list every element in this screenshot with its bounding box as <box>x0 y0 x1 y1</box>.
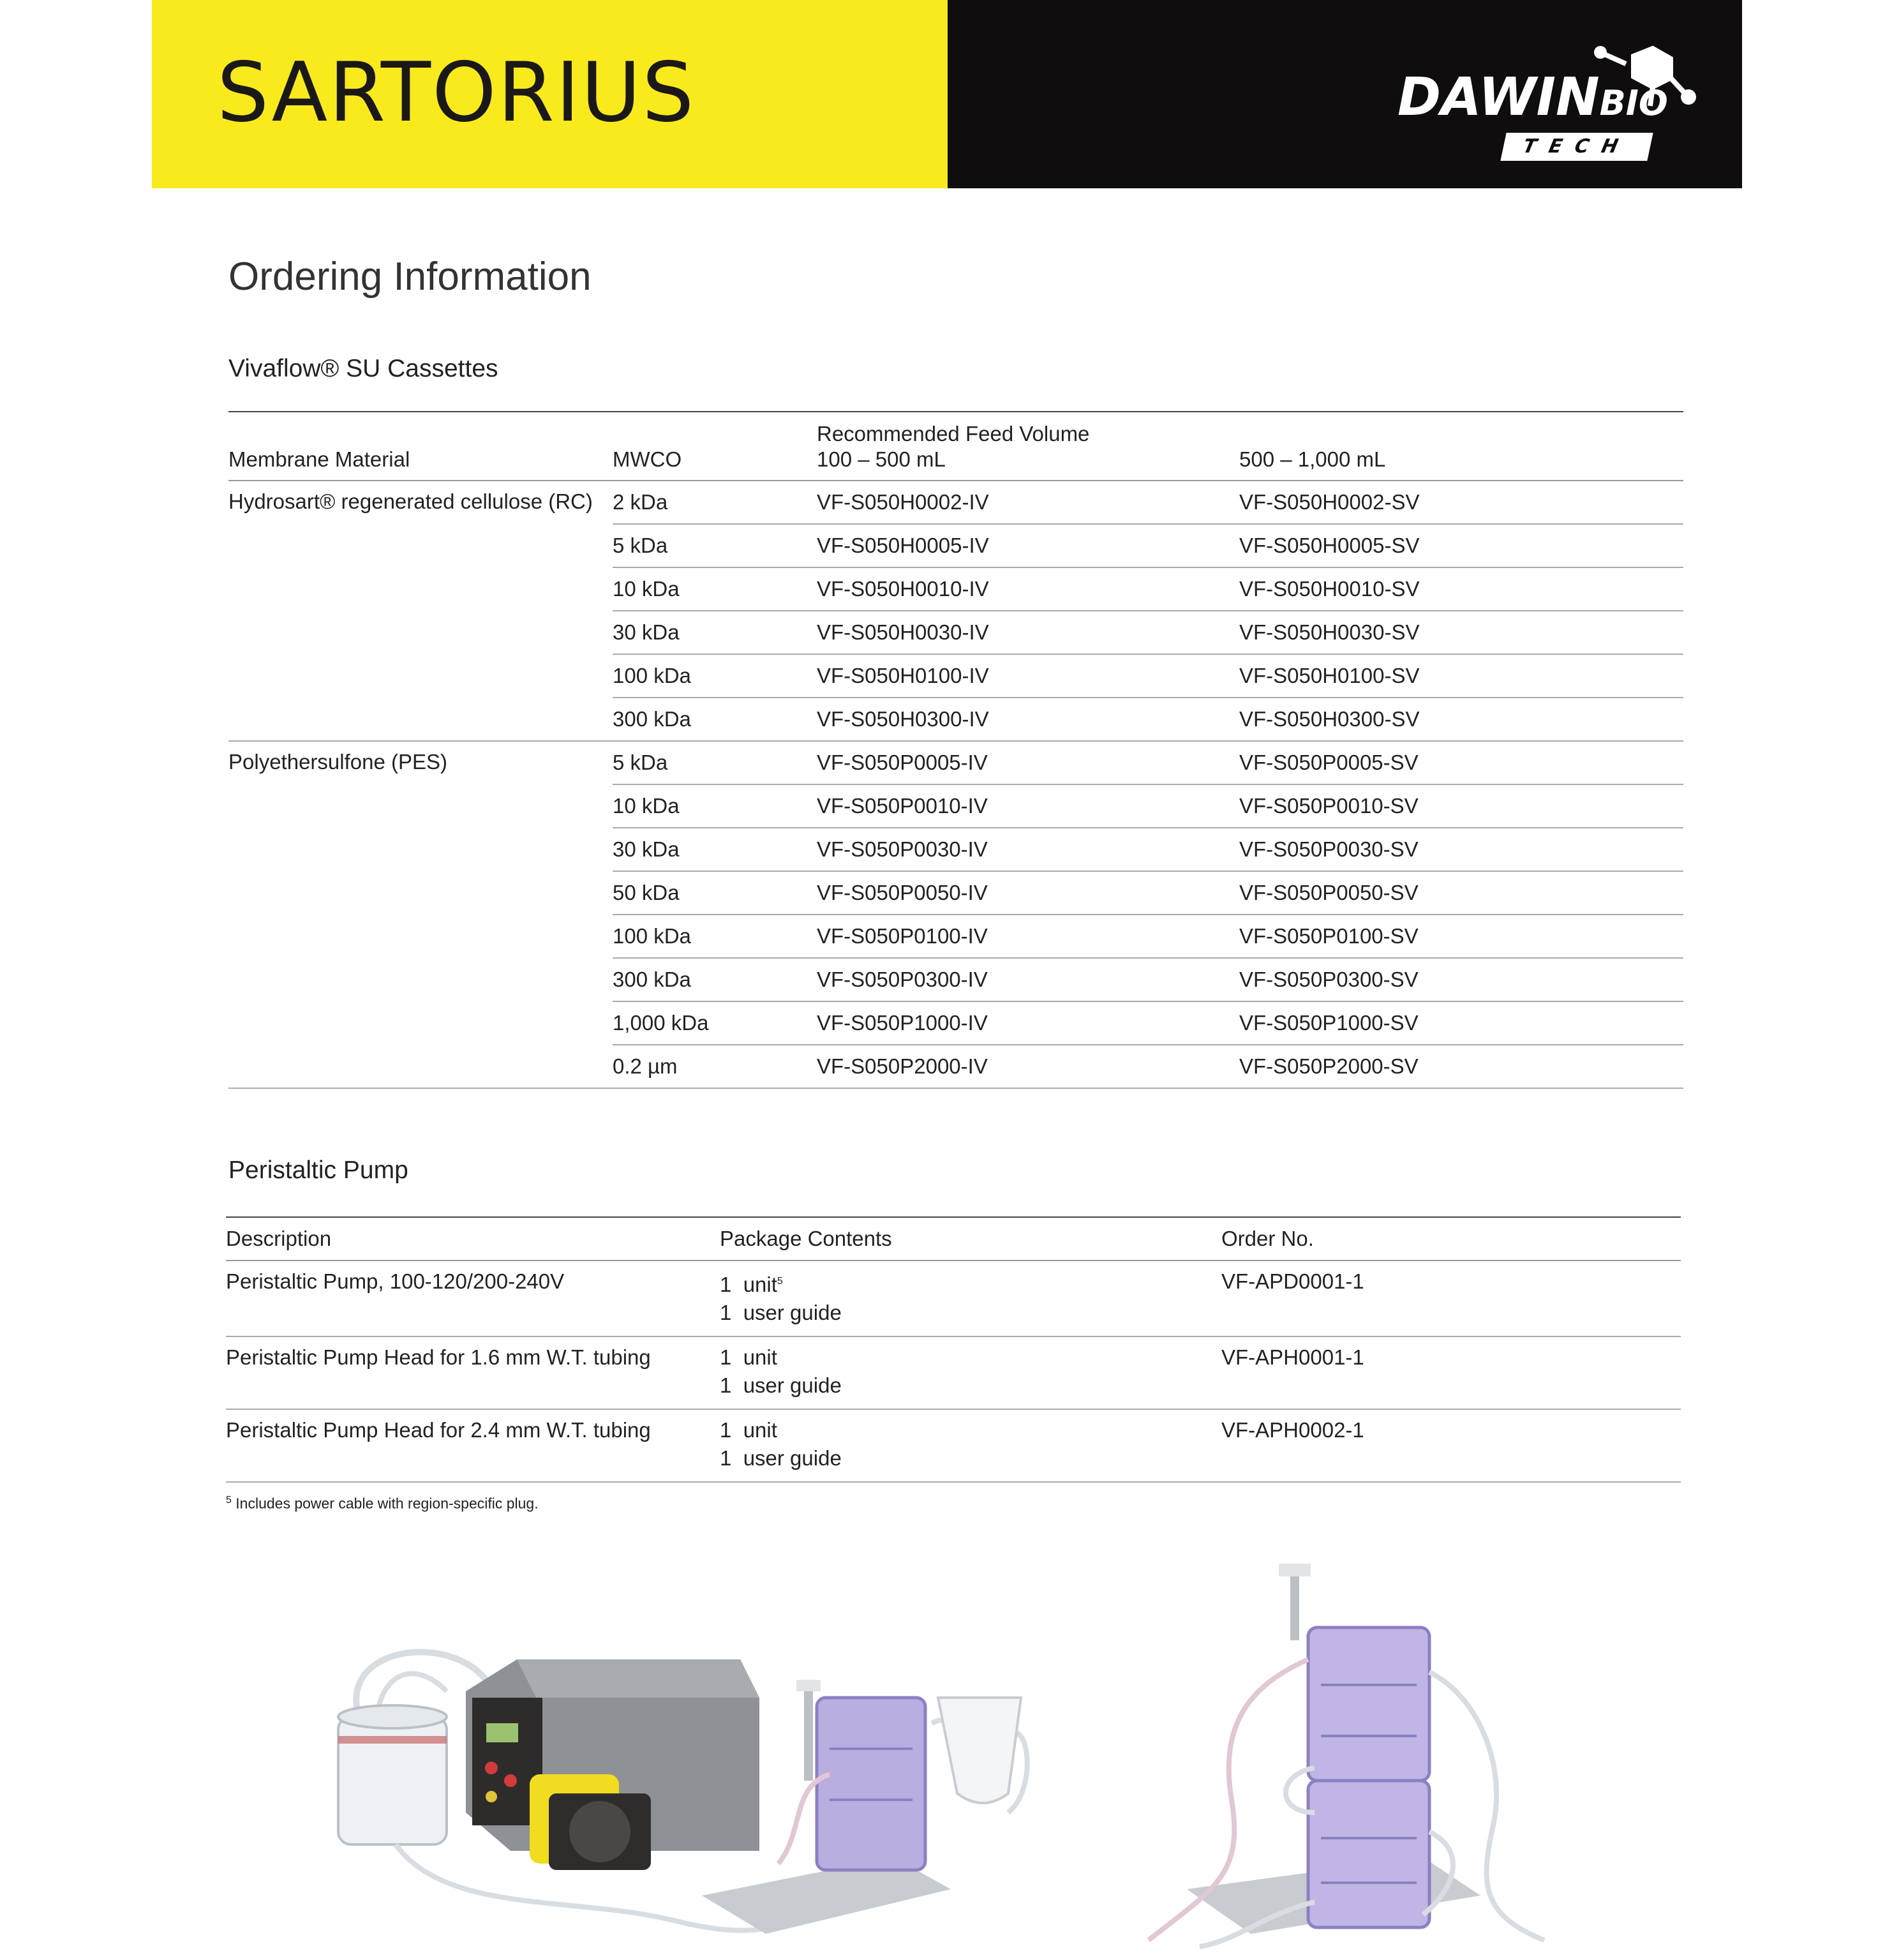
table-header-row <box>228 412 1683 481</box>
order-iv-cell: VF-S050H0100-IV <box>817 654 1239 698</box>
order-sv-cell: VF-S050P0030-SV <box>1239 828 1683 871</box>
cassettes-table <box>228 411 1683 1089</box>
header-package-contents: Package Contents <box>720 1217 1221 1261</box>
mwco-cell: 50 kDa <box>613 871 817 915</box>
header-feed-volume-1 <box>817 412 1239 481</box>
mwco-cell: 10 kDa <box>613 567 817 611</box>
material-cell: Polyethersulfone (PES) <box>228 741 613 1088</box>
pump-section-title: Peristaltic Pump <box>228 1156 408 1184</box>
table-row <box>228 741 1683 784</box>
contents-line-2: 1 user guide <box>720 1301 842 1324</box>
contents-cell <box>720 1336 1221 1409</box>
order-sv-cell: VF-S050H0100-SV <box>1239 654 1683 698</box>
order-sv-cell: VF-S050P0005-SV <box>1239 741 1683 784</box>
order-iv-cell: VF-S050P0005-IV <box>817 741 1239 784</box>
table-header-row <box>226 1217 1681 1261</box>
description-cell: Peristaltic Pump Head for 2.4 mm W.T. tubing <box>226 1409 720 1482</box>
contents-line-2: 1 user guide <box>720 1446 842 1470</box>
order-iv-cell: VF-S050H0002-IV <box>817 481 1239 524</box>
contents-cell <box>720 1409 1221 1482</box>
order-iv-cell: VF-S050H0005-IV <box>817 524 1239 567</box>
header-mwco: MWCO <box>613 412 817 481</box>
order-iv-cell: VF-S050P0030-IV <box>817 828 1239 871</box>
mwco-cell: 30 kDa <box>613 611 817 654</box>
contents-line-1: 1 unit <box>720 1273 777 1296</box>
order-sv-cell: VF-S050H0300-SV <box>1239 698 1683 741</box>
mwco-cell: 100 kDa <box>613 915 817 958</box>
description-cell: Peristaltic Pump, 100-120/200-240V <box>226 1261 720 1336</box>
footnote-ref: 5 <box>777 1276 783 1287</box>
tech-wordmark: TECH <box>1500 133 1653 161</box>
order-cell: VF-APH0002-1 <box>1221 1409 1681 1482</box>
order-sv-cell: VF-S050P0050-SV <box>1239 871 1683 915</box>
mwco-cell: 1,000 kDa <box>613 1001 817 1045</box>
dawinbio-logo <box>1397 67 1668 128</box>
mwco-cell: 5 kDa <box>613 524 817 567</box>
pump-system-illustration <box>319 1621 1059 1947</box>
order-iv-cell: VF-S050P2000-IV <box>817 1045 1239 1088</box>
contents-line-2: 1 user guide <box>720 1373 842 1397</box>
order-iv-cell: VF-S050P0050-IV <box>817 871 1239 915</box>
footnote <box>226 1495 539 1513</box>
mwco-cell: 0.2 µm <box>613 1045 817 1088</box>
contents-line-1: 1 unit <box>720 1418 777 1442</box>
order-sv-cell: VF-S050P2000-SV <box>1239 1045 1683 1088</box>
order-sv-cell: VF-S050H0005-SV <box>1239 524 1683 567</box>
footnote-mark: 5 <box>226 1495 232 1506</box>
order-sv-cell: VF-S050H0010-SV <box>1239 567 1683 611</box>
stacked-cassettes-illustration <box>1123 1557 1570 1953</box>
header-vol1: 100 – 500 mL <box>817 447 946 471</box>
order-sv-cell: VF-S050P0100-SV <box>1239 915 1683 958</box>
dawin-wordmark: DAWIN <box>1397 67 1600 128</box>
mwco-cell: 300 kDa <box>613 958 817 1001</box>
contents-cell <box>720 1261 1221 1336</box>
cassettes-section-title: Vivaflow® SU Cassettes <box>228 355 498 382</box>
table-row <box>226 1409 1681 1482</box>
order-iv-cell: VF-S050H0030-IV <box>817 611 1239 654</box>
table-row <box>228 481 1683 524</box>
order-iv-cell: VF-S050P0100-IV <box>817 915 1239 958</box>
order-cell: VF-APD0001-1 <box>1221 1261 1681 1336</box>
order-sv-cell: VF-S050H0002-SV <box>1239 481 1683 524</box>
header-description: Description <box>226 1217 720 1261</box>
footnote-text: Includes power cable with region-specific plug. <box>231 1495 539 1512</box>
table-row <box>226 1336 1681 1409</box>
bio-wordmark: BIO <box>1599 83 1668 123</box>
order-iv-cell: VF-S050P0010-IV <box>817 784 1239 828</box>
header-feed-label: Recommended Feed Volume <box>817 422 1090 445</box>
table-row <box>226 1261 1681 1336</box>
order-sv-cell: VF-S050P1000-SV <box>1239 1001 1683 1045</box>
pump-table <box>226 1216 1681 1483</box>
order-sv-cell: VF-S050H0030-SV <box>1239 611 1683 654</box>
header-feed-volume-2: 500 – 1,000 mL <box>1239 412 1683 481</box>
header-order-no: Order No. <box>1221 1217 1681 1261</box>
order-iv-cell: VF-S050H0010-IV <box>817 567 1239 611</box>
mwco-cell: 10 kDa <box>613 784 817 828</box>
order-sv-cell: VF-S050P0010-SV <box>1239 784 1683 828</box>
mwco-cell: 300 kDa <box>613 698 817 741</box>
header-membrane-material: Membrane Material <box>228 412 613 481</box>
mwco-cell: 5 kDa <box>613 741 817 784</box>
order-cell: VF-APH0001-1 <box>1221 1336 1681 1409</box>
sartorius-logo: SARTORIUS <box>217 45 696 140</box>
mwco-cell: 2 kDa <box>613 481 817 524</box>
material-cell: Hydrosart® regenerated cellulose (RC) <box>228 481 613 741</box>
page-title: Ordering Information <box>228 255 592 299</box>
mwco-cell: 30 kDa <box>613 828 817 871</box>
contents-line-1: 1 unit <box>720 1345 777 1369</box>
order-iv-cell: VF-S050P1000-IV <box>817 1001 1239 1045</box>
mwco-cell: 100 kDa <box>613 654 817 698</box>
order-iv-cell: VF-S050P0300-IV <box>817 958 1239 1001</box>
order-sv-cell: VF-S050P0300-SV <box>1239 958 1683 1001</box>
order-iv-cell: VF-S050H0300-IV <box>817 698 1239 741</box>
description-cell: Peristaltic Pump Head for 1.6 mm W.T. tubing <box>226 1336 720 1409</box>
